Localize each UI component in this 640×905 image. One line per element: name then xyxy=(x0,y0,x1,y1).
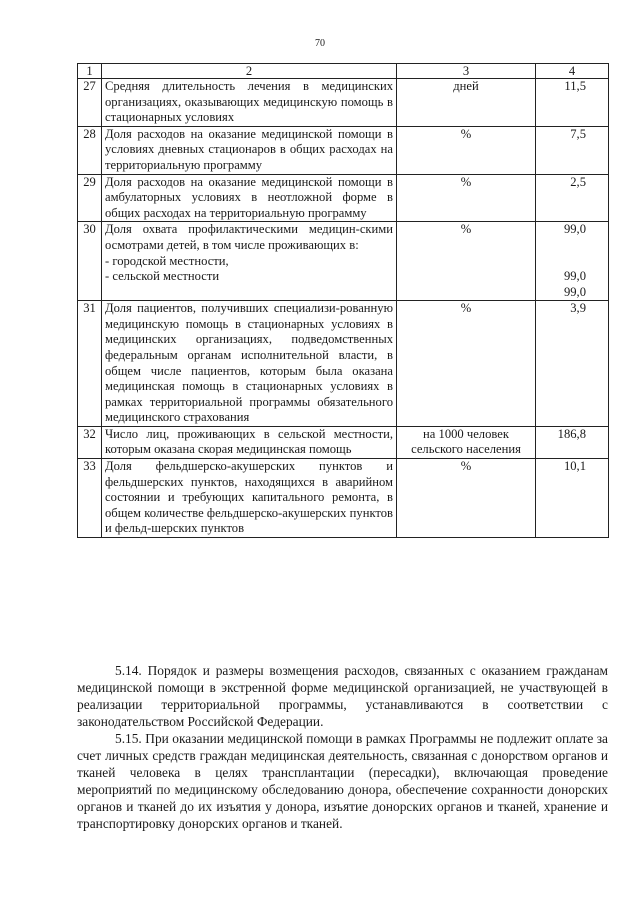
table-header-row xyxy=(78,64,609,79)
row-unit: % xyxy=(397,174,536,222)
row-value: 2,5 xyxy=(536,174,609,222)
table-row xyxy=(78,222,609,301)
table-row xyxy=(78,426,609,458)
table-row xyxy=(78,79,609,127)
row-unit: % xyxy=(397,222,536,301)
row-description: Доля расходов на оказание медицинской помощи в амбулаторных условиях в неотложной форме в общих расходах на территориальную программу xyxy=(102,174,397,222)
indicators-table xyxy=(77,63,609,538)
row-description: Доля расходов на оказание медицинской помощи в условиях дневных стационаров в общих расходах на территориальную программу xyxy=(102,126,397,174)
row-description: Число лиц, проживающих в сельской местности, которым оказана скорая медицинская помощь xyxy=(102,426,397,458)
row-value: 99,0 xyxy=(563,268,586,283)
row-value: 99,0 xyxy=(563,222,586,237)
row-number: 33 xyxy=(78,459,102,538)
row-number: 27 xyxy=(78,79,102,127)
row-unit: на 1000 человек сельского населения xyxy=(397,426,536,458)
row-value: 11,5 xyxy=(536,79,609,127)
row-description-main: Доля охвата профилактическими медицин-скими осмотрами детей, в том числе проживающих в: xyxy=(105,222,393,252)
row-value: 99,0 xyxy=(563,284,586,299)
header-cell: 3 xyxy=(397,64,536,79)
header-cell: 2 xyxy=(102,64,397,79)
table-row xyxy=(78,301,609,427)
header-cell: 1 xyxy=(78,64,102,79)
row-description: Доля фельдшерско-акушерских пунктов и фельдшерских пунктов, находящихся в аварийном состоянии и требующих капитального ремонта, в общем количестве фельдшерско-акушерских пунктов и фельд-шерских пунктов xyxy=(102,459,397,538)
row-number: 28 xyxy=(78,126,102,174)
row-unit: % xyxy=(397,459,536,538)
row-number: 30 xyxy=(78,222,102,301)
row-unit: % xyxy=(397,301,536,427)
row-description: Доля пациентов, получивших специализи-рованную медицинскую помощь в стационарных условиях в медицинских организациях, подведомственных федеральным органам исполнительной власти, в общем числе пациентов, которым была оказана медицинская помощь в стационарных условиях в рамках территориальной программы обязательного медицинского страхования xyxy=(102,301,397,427)
table-row xyxy=(78,174,609,222)
row-number: 29 xyxy=(78,174,102,222)
row-description: Средняя длительность лечения в медицинских организациях, оказывающих медицинскую помощь в стационарных условиях xyxy=(102,79,397,127)
body-text xyxy=(77,662,608,832)
row-unit: % xyxy=(397,126,536,174)
row-number: 32 xyxy=(78,426,102,458)
row-description-item: - сельской местности xyxy=(105,269,220,284)
page-number: 70 xyxy=(315,38,325,49)
paragraph-5-14: 5.14. Порядок и размеры возмещения расходов, связанных с оказанием гражданам медицинской помощи в экстренной форме медицинской организацией, не участвующей в реализации территориальной программы, устанавливаются в соответствии с законодательством Российской Федерации. xyxy=(77,663,608,729)
row-value: 7,5 xyxy=(536,126,609,174)
row-value: 3,9 xyxy=(536,301,609,427)
row-description xyxy=(102,222,397,301)
row-value: 186,8 xyxy=(536,426,609,458)
row-values xyxy=(536,222,609,301)
row-value: 10,1 xyxy=(536,459,609,538)
paragraph-5-15: 5.15. При оказании медицинской помощи в рамках Программы не подлежит оплате за счет личных средств граждан медицинская деятельность, связанная с донорством органов и тканей человека в целях трансплантации (пересадки), включающая проведение мероприятий по медицинскому обследованию донора, обеспечение сохранности донорских органов и тканей до их изъятия у донора, изъятие донорских органов и тканей, хранение и транспортировку донорских органов и тканей. xyxy=(77,731,608,831)
table-row xyxy=(78,459,609,538)
table-row xyxy=(78,126,609,174)
row-number: 31 xyxy=(78,301,102,427)
header-cell: 4 xyxy=(536,64,609,79)
row-unit: дней xyxy=(397,79,536,127)
row-description-item: - городской местности, xyxy=(105,253,229,268)
